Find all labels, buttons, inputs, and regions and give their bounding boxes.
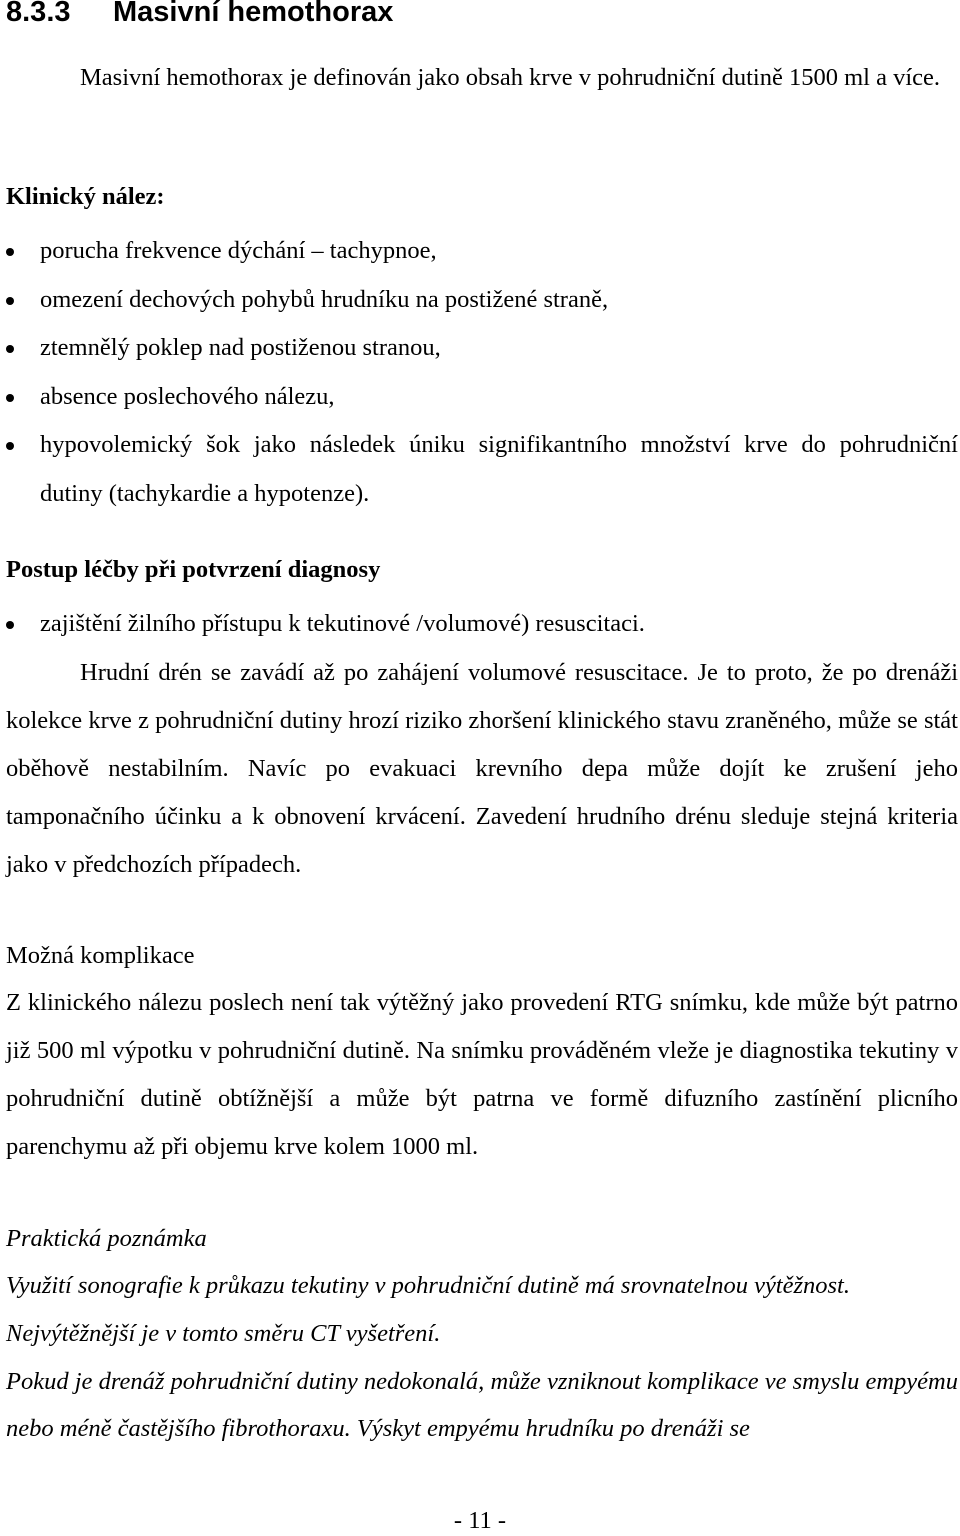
list-item: hypovolemický šok jako následek úniku signifikantního množství krve do pohrudniční dutiny (tachykardie a hypotenze). xyxy=(6,421,958,518)
section-heading xyxy=(6,0,393,29)
treatment-paragraph: Hrudní drén se zavádí až po zahájení volumové resuscitace. Je to proto, že po drenáži kolekce krve z pohrudniční dutiny hrozí riziko zhoršení klinického stavu zraněného, může se stát oběhově nestabilním. Navíc po evakuaci krevního depa může dojít ke zrušení jeho tamponačního účinku a k obnovení krvácení. Zavedení hrudního drénu sleduje stejná kriteria jako v předchozích případech. xyxy=(6,659,958,878)
section-number: 8.3.3 xyxy=(6,0,71,28)
section-title: Masivní hemothorax xyxy=(113,0,394,28)
list-item: absence poslechového nálezu, xyxy=(6,373,958,422)
note-paragraph: Pokud je drenáž pohrudniční dutiny nedokonalá, může vzniknout komplikace ve smyslu empyému nebo méně častějšího fibrothoraxu. Výskyt empyému hrudníku po drenáži se xyxy=(6,1368,958,1442)
note-heading: Praktická poznámka xyxy=(6,1225,207,1252)
intro-paragraph: Masivní hemothorax je definován jako obsah krve v pohrudniční dutině 1500 ml a více. xyxy=(80,64,941,91)
clinical-heading: Klinický nález: xyxy=(6,183,165,210)
list-item: ztemnělý poklep nad postiženou stranou, xyxy=(6,324,958,373)
bullet-icon xyxy=(6,621,14,629)
complication-heading: Možná komplikace xyxy=(6,942,195,969)
list-item: omezení dechových pohybů hrudníku na postižené straně, xyxy=(6,276,958,325)
note-line-2: Nejvýtěžnější je v tomto směru CT vyšetření. xyxy=(6,1320,441,1347)
note-line-1: Využití sonografie k průkazu tekutiny v pohrudniční dutině má srovnatelnou výtěžnost. xyxy=(6,1272,850,1299)
bullet-icon xyxy=(6,248,14,256)
bullet-icon xyxy=(6,394,14,402)
treatment-list xyxy=(6,600,958,649)
list-item: zajištění žilního přístupu k tekutinové /volumové) resuscitaci. xyxy=(6,600,958,649)
list-item: porucha frekvence dýchání – tachypnoe, xyxy=(6,227,958,276)
bullet-icon xyxy=(6,442,14,450)
bullet-icon xyxy=(6,345,14,353)
page-number: - 11 - xyxy=(453,1507,507,1534)
clinical-list xyxy=(6,227,958,518)
treatment-heading: Postup léčby při potvrzení diagnosy xyxy=(6,556,381,583)
bullet-icon xyxy=(6,297,14,305)
complication-paragraph: Z klinického nálezu poslech není tak výtěžný jako provedení RTG snímku, kde může být patrno již 500 ml výpotku v pohrudniční dutině. Na snímku prováděném vleže je diagnostika tekutiny v pohrudniční dutině obtížnější a může být patrna ve formě difuzního zastínění plicního parenchymu až při objemu krve kolem 1000 ml. xyxy=(6,989,958,1160)
